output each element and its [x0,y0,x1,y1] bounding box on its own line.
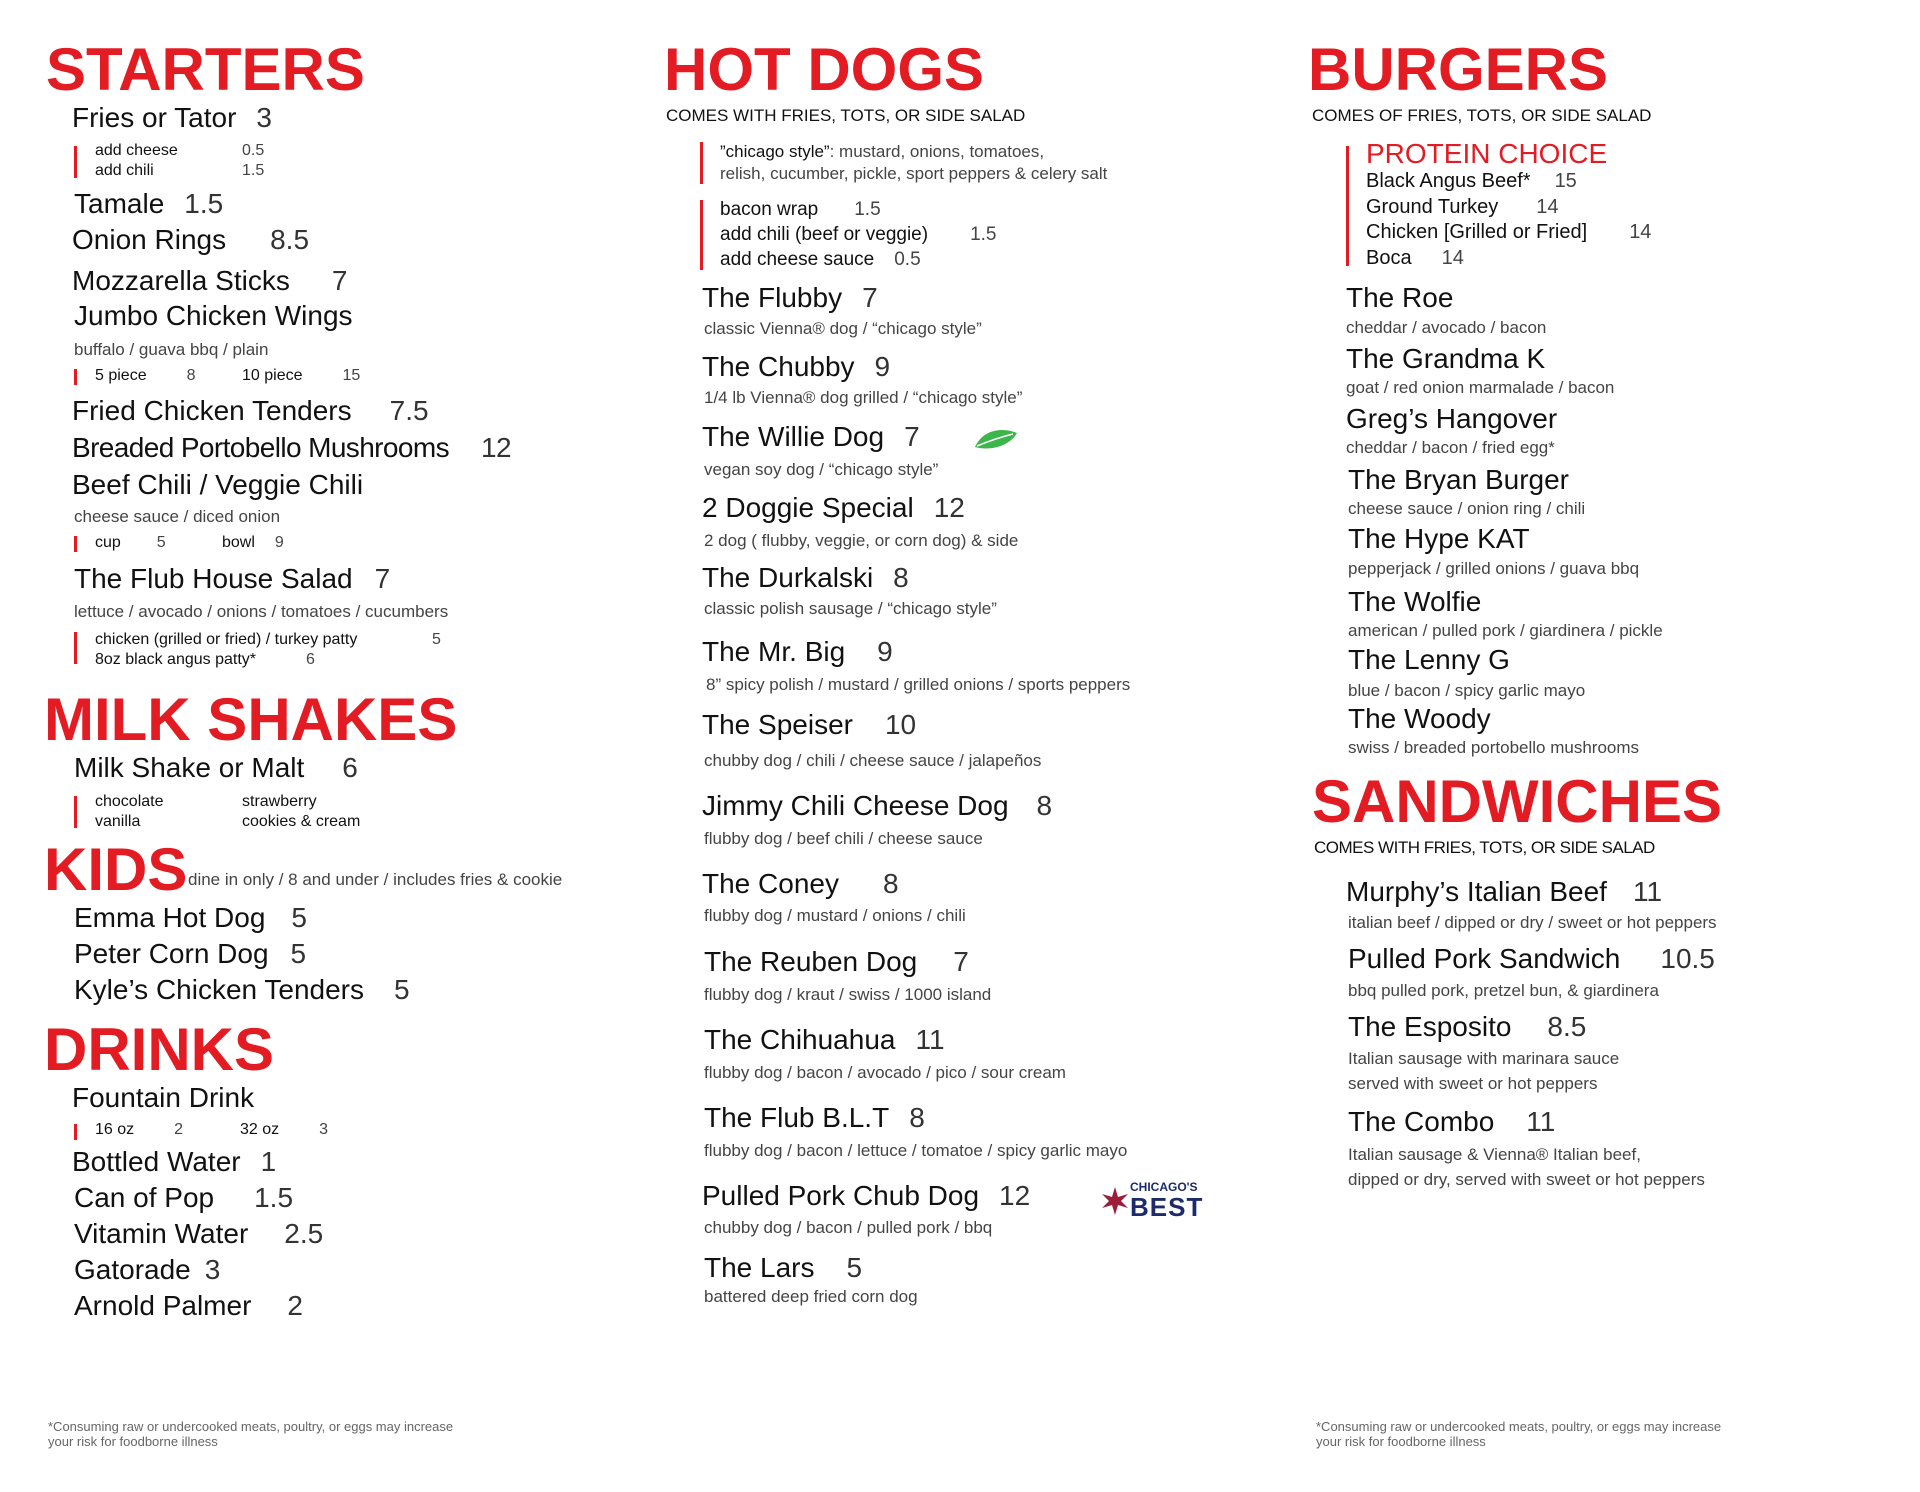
hotdog-reuben [704,946,969,978]
burger-roe-desc: cheddar / avocado / bacon [1346,318,1547,337]
item-price: 7 [862,282,878,313]
hotdog-coney [702,868,899,900]
disclaimer-left: *Consuming raw or undercooked meats, poultry, or eggs may increase your risk for foodborne illness [48,1419,454,1449]
chicago-style-bar [700,142,703,184]
item-price: 11 [1632,876,1663,907]
addon-price: 0.5 [894,249,921,270]
chili-option-bowl [222,534,284,552]
hotdog-flubby-desc: classic Vienna® dog / “chicago style” [704,319,982,338]
item-name: Fried Chicken Tenders [72,395,352,426]
chicago-style-desc: : mustard, onions, tomatoes, [829,142,1045,161]
sandwich-combo [1348,1106,1555,1138]
burgers-heading: BURGERS [1308,36,1609,103]
item-name: Emma Hot Dog [74,902,266,933]
item-name: The Esposito [1348,1011,1512,1042]
sandwich-combo-desc-2: dipped or dry, served with sweet or hot peppers [1348,1170,1705,1189]
hotdog-chubby-desc: 1/4 lb Vienna® dog grilled / “chicago style” [704,388,1023,407]
chili-option-cup [95,534,166,552]
menu-item-kids-hot-dog [74,902,307,934]
chicago-style-line2: relish, cucumber, pickle, sport peppers & celery salt [720,164,1108,183]
item-name: The Flubby [702,282,843,313]
hotdog-doggie-special [702,492,965,524]
item-price: 12 [999,1180,1031,1211]
menu-item-tamale [74,188,223,220]
fountain-option-32 [240,1121,328,1139]
item-price: 8.5 [270,224,310,255]
hotdog-mr-big-desc: 8” spicy polish / mustard / grilled onions / sports peppers [706,675,1131,694]
menu-item-vitamin-water [74,1218,323,1250]
sandwich-combo-desc-1: Italian sausage & Vienna® Italian beef, [1348,1145,1641,1164]
burger-wolfie: The Wolfie [1348,586,1482,617]
option-label: 16 oz [95,1121,135,1138]
fountain-option-16 [95,1121,183,1139]
item-price: 9 [874,351,891,382]
addon-label: bacon wrap [720,199,819,220]
menu-item-fountain: Fountain Drink [72,1082,255,1113]
hotdog-jimmy-desc: flubby dog / beef chili / cheese sauce [704,829,983,848]
item-price: 8.5 [1547,1011,1587,1042]
protein-label: Boca [1366,247,1412,269]
milk-shakes-heading: MILK SHAKES [44,686,458,753]
item-price: 12 [933,492,965,523]
item-price: 10 [884,709,917,740]
burger-woody: The Woody [1348,703,1491,734]
disclaimer-right: *Consuming raw or undercooked meats, poultry, or eggs may increase your risk for foodborne illness [1316,1419,1722,1449]
burger-lenny-g: The Lenny G [1348,644,1510,675]
menu-item-onion-rings [72,224,309,256]
protein-chicken [1366,221,1651,244]
item-price: 7.5 [389,395,429,426]
item-name: The Willie Dog [702,421,885,452]
menu-item-salad [74,563,390,595]
item-name: Bottled Water [72,1146,241,1177]
item-price: 5 [290,938,307,969]
sandwiches-heading: SANDWICHES [1312,768,1723,835]
item-name: Breaded Portobello Mushrooms [72,432,449,463]
item-price: 5 [394,974,410,1005]
hotdog-blt [704,1102,925,1134]
item-name: Onion Rings [72,224,227,255]
item-price: 3 [256,102,272,133]
item-name: The Durkalski [702,562,874,593]
sandwich-esposito-desc-1: Italian sausage with marinara sauce [1348,1049,1620,1068]
item-price: 1.5 [254,1182,294,1213]
burger-grandma-k-desc: goat / red onion marmalade / bacon [1346,378,1615,397]
hotdog-pulled-pork [702,1180,1030,1212]
option-price: 9 [274,534,284,551]
item-name: Murphy’s Italian Beef [1346,876,1607,907]
hotdog-speiser-desc: chubby dog / chili / cheese sauce / jalapeños [704,751,1042,770]
item-price: 8 [882,868,899,899]
protein-label: Chicken [Grilled or Fried] [1366,221,1588,243]
flavor-vanilla: vanilla [95,813,141,830]
item-name: Peter Corn Dog [74,938,269,969]
item-price: 11 [1526,1106,1556,1137]
hot-dogs-heading: HOT DOGS [664,36,985,103]
sandwich-italian-beef-desc: italian beef / dipped or dry / sweet or hot peppers [1348,913,1717,932]
option-add-cheese-price: 0.5 [242,142,265,159]
option-bar [74,146,77,178]
flavor-strawberry: strawberry [242,793,317,810]
item-name: 2 Doggie Special [702,492,914,523]
burger-grandma-k: The Grandma K [1346,343,1546,374]
item-name: The Chihuahua [704,1024,896,1055]
drinks-heading: DRINKS [44,1016,275,1083]
addon-bacon [720,199,881,221]
six-point-star-icon [1100,1186,1130,1216]
item-price: 6 [342,752,358,783]
addon-cheese [720,249,921,271]
item-name: Jimmy Chili Cheese Dog [702,790,1009,821]
hotdog-chihuahua-desc: flubby dog / bacon / avocado / pico / sour cream [704,1063,1066,1082]
protein-price: 14 [1536,196,1559,218]
item-price: 10.5 [1660,943,1715,974]
addon-price: 1.5 [854,199,881,220]
hotdog-coney-desc: flubby dog / mustard / onions / chili [704,906,966,925]
hotdog-blt-desc: flubby dog / bacon / lettuce / tomatoe / spicy garlic mayo [704,1141,1128,1160]
sandwich-esposito [1348,1011,1586,1043]
item-name: Pulled Pork Sandwich [1348,943,1621,974]
item-price: 7 [374,563,391,594]
hotdog-chihuahua [704,1024,945,1056]
menu-item-kids-tenders [74,974,410,1006]
item-name: Pulled Pork Chub Dog [702,1180,980,1211]
option-price: 15 [342,367,361,384]
item-name: The Coney [702,868,839,899]
burger-lenny-g-desc: blue / bacon / spicy garlic mayo [1348,681,1586,700]
item-name: Mozzarella Sticks [72,265,290,296]
addons-bar [700,200,703,270]
protein-label: Black Angus Beef* [1366,170,1531,192]
item-price: 8 [893,562,909,593]
item-name: The Lars [704,1252,815,1283]
item-price: 5 [846,1252,863,1283]
option-price: 2 [174,1121,184,1138]
option-label: 5 piece [95,367,147,384]
option-label: bowl [222,534,255,551]
item-price: 2.5 [284,1218,324,1249]
option-price: 3 [319,1121,329,1138]
option-bar [74,369,77,385]
protein-price: 14 [1629,221,1652,243]
burger-bryan: The Bryan Burger [1348,464,1569,495]
starters-heading: STARTERS [46,36,365,103]
flavor-cookies-cream: cookies & cream [242,813,361,830]
option-bar [74,1124,77,1140]
hotdog-chubby [702,351,890,383]
item-price: 8 [1036,790,1053,821]
item-name: Can of Pop [74,1182,215,1213]
menu-item-arnold-palmer [74,1290,303,1322]
item-price: 5 [291,902,307,933]
wings-description: buffalo / guava bbq / plain [74,340,269,359]
sandwiches-subtitle: COMES WITH FRIES, TOTS, OR SIDE SALAD [1314,838,1655,857]
burgers-subtitle: COMES OF FRIES, TOTS, OR SIDE SALAD [1312,106,1652,125]
item-price: 7 [953,946,969,977]
item-price: 12 [480,432,511,463]
salad-description: lettuce / avocado / onions / tomatoes / cucumbers [74,602,449,621]
salad-option-chicken: chicken (grilled or fried) / turkey patty [95,631,358,648]
option-price: 5 [156,534,166,551]
menu-item-chili: Beef Chili / Veggie Chili [72,469,364,500]
burger-gregs-hangover: Greg’s Hangover [1346,403,1558,434]
burger-woody-desc: swiss / breaded portobello mushrooms [1348,738,1640,757]
option-bar [74,536,77,552]
item-name: The Combo [1348,1106,1495,1137]
kids-heading: KIDS [44,836,188,903]
vegan-leaf-icon [973,427,1019,451]
sandwich-italian-beef [1346,876,1662,908]
salad-option-chicken-price: 5 [432,631,441,648]
option-label: 32 oz [240,1121,280,1138]
hotdog-pulled-pork-desc: chubby dog / bacon / pulled pork / bbq [704,1218,993,1237]
hotdog-willie [702,421,920,453]
menu-item-fries [72,102,272,134]
option-bar [74,796,77,828]
flavor-chocolate: chocolate [95,793,164,810]
item-name: Vitamin Water [74,1218,249,1249]
hotdog-mr-big [702,636,893,668]
menu-item-portobello [72,432,511,464]
protein-choice-title: PROTEIN CHOICE [1366,138,1608,169]
burger-wolfie-desc: american / pulled pork / giardinera / pickle [1348,621,1663,640]
chicagos-best-badge [1100,1178,1208,1224]
item-price: 7 [331,265,348,296]
item-name: The Chubby [702,351,855,382]
sandwich-pulled-pork-desc: bbq pulled pork, pretzel bun, & giardinera [1348,981,1659,1000]
hotdog-speiser [702,709,916,741]
item-price: 8 [909,1102,925,1133]
kids-note: dine in only / 8 and under / includes fries & cookie [188,870,563,889]
addon-price: 1.5 [970,224,997,245]
sandwich-esposito-desc-2: served with sweet or hot peppers [1348,1074,1598,1093]
option-add-chili: add chili [95,162,154,179]
item-name: The Flub House Salad [74,563,353,594]
menu-item-wings: Jumbo Chicken Wings [74,300,353,331]
hotdog-willie-desc: vegan soy dog / “chicago style” [704,460,939,479]
item-name: Arnold Palmer [74,1290,252,1321]
item-name: The Mr. Big [702,636,846,667]
protein-label: Ground Turkey [1366,196,1499,218]
protein-beef [1366,170,1577,193]
hot-dogs-subtitle: COMES WITH FRIES, TOTS, OR SIDE SALAD [666,106,1026,125]
addon-label: add chili (beef or veggie) [720,224,929,245]
burger-roe: The Roe [1346,282,1454,313]
menu-item-kids-corn-dog [74,938,306,970]
hotdog-lars [704,1252,862,1284]
wings-option-10 [242,367,360,385]
salad-option-patty: 8oz black angus patty* [95,651,256,668]
burger-bryan-desc: cheese sauce / onion ring / chili [1348,499,1586,518]
menu-item-gatorade [74,1254,220,1286]
menu-item-can-of-pop [74,1182,293,1214]
hotdog-reuben-desc: flubby dog / kraut / swiss / 1000 island [704,985,992,1004]
hotdog-durkalski-desc: classic polish sausage / “chicago style” [704,599,997,618]
hotdog-lars-desc: battered deep fried corn dog [704,1287,918,1306]
option-price: 8 [186,367,196,384]
item-name: Fries or Tator [72,102,237,133]
option-label: 10 piece [242,367,303,384]
item-price: 11 [915,1024,945,1055]
item-name: Milk Shake or Malt [74,752,305,783]
item-name: Gatorade [74,1254,191,1285]
item-price: 3 [204,1254,221,1285]
menu-item-tenders [72,395,429,427]
burger-gregs-hangover-desc: cheddar / bacon / fried egg* [1346,438,1555,457]
chili-description: cheese sauce / diced onion [74,507,281,526]
wings-option-5 [95,367,196,385]
salad-option-patty-price: 6 [306,651,315,668]
item-price: 7 [904,421,920,452]
protein-price: 15 [1554,170,1577,192]
burger-hype-kat: The Hype KAT [1348,523,1530,554]
item-name: The Flub B.L.T [704,1102,890,1133]
sandwich-pulled-pork [1348,943,1715,975]
option-add-cheese: add cheese [95,142,178,159]
protein-price: 14 [1441,247,1464,269]
item-name: The Reuben Dog [704,946,918,977]
chicago-style-label: ”chicago style” [720,142,830,161]
option-add-chili-price: 1.5 [242,162,265,179]
item-price: 1.5 [184,188,224,219]
hotdog-doggie-special-desc: 2 dog ( flubby, veggie, or corn dog) & side [704,531,1019,550]
protein-boca [1366,247,1464,270]
menu-item-bottled-water [72,1146,276,1178]
chicago-style-line1 [720,142,1044,162]
option-bar [74,632,77,664]
menu-item-mozzarella [72,265,347,297]
badge-top-text: CHICAGO'S [1130,1180,1198,1194]
hotdog-durkalski [702,562,909,594]
protein-turkey [1366,196,1559,219]
item-name: Kyle’s Chicken Tenders [74,974,365,1005]
item-price: 2 [287,1290,303,1321]
menu-item-milk-shake [74,752,358,784]
hotdog-flubby [702,282,878,314]
burger-hype-kat-desc: pepperjack / grilled onions / guava bbq [1348,559,1640,578]
hotdog-jimmy [702,790,1052,822]
addon-chili [720,224,997,246]
item-price: 9 [877,636,893,667]
item-name: The Speiser [702,709,853,740]
addon-label: add cheese sauce [720,249,875,270]
protein-bar [1346,146,1349,266]
item-price: 1 [260,1146,277,1177]
item-name: Tamale [74,188,165,219]
badge-bottom-text: BEST [1130,1192,1204,1222]
option-label: cup [95,534,121,551]
